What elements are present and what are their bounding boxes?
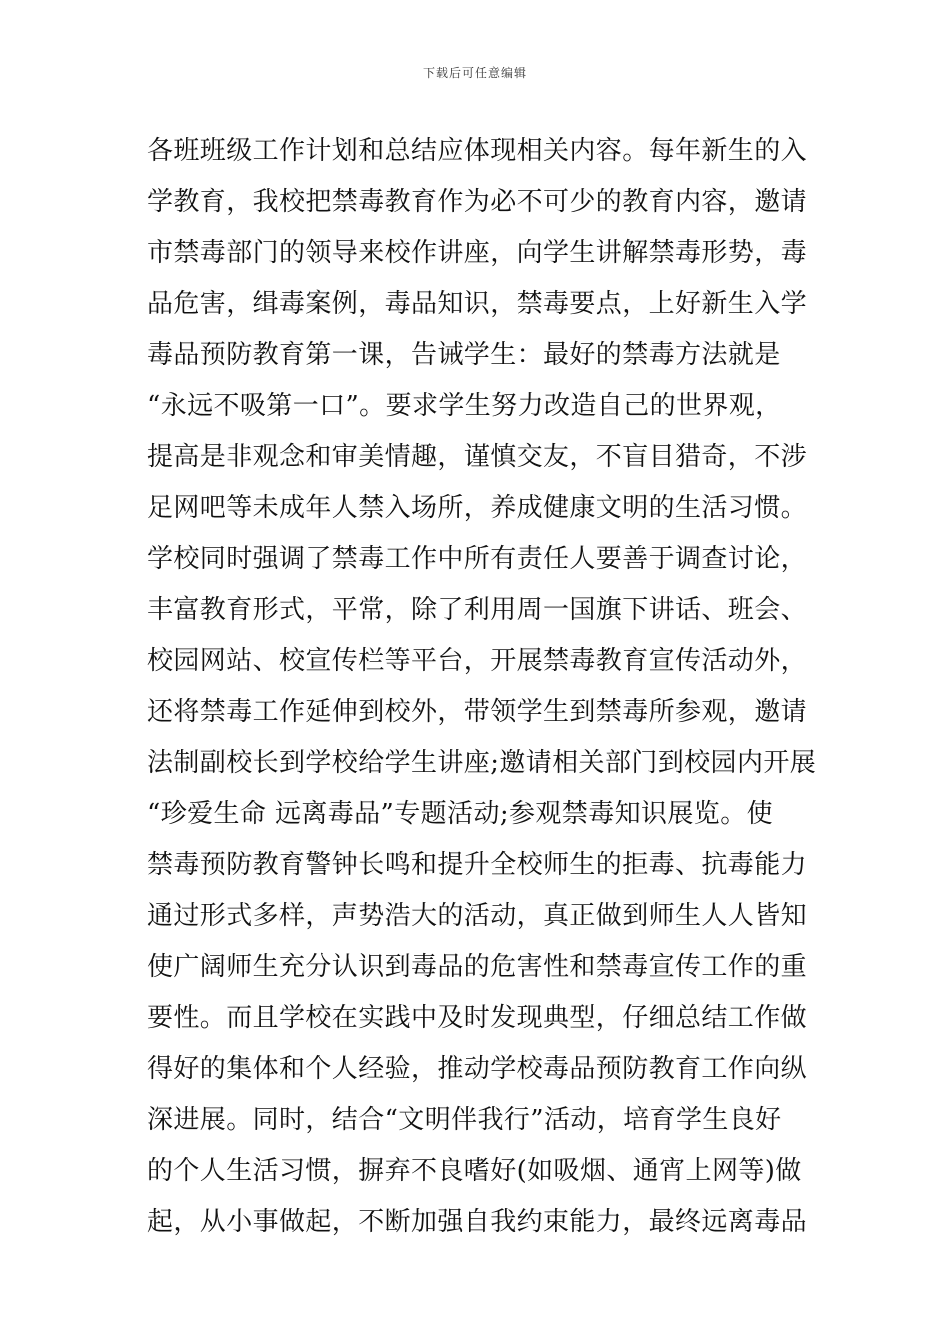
text-line: 法制副校长到学校给学生讲座;邀请相关部门到校园内开展 bbox=[147, 748, 817, 778]
text-line: 足网吧等未成年人禁入场所，养成健康文明的生活习惯。 bbox=[147, 493, 808, 523]
text-line: 学教育，我校把禁毒教育作为必不可少的教育内容，邀请 bbox=[147, 187, 808, 217]
text-line: 的个人生活习惯，摒弃不良嗜好(如吸烟、通宵上网等)做 bbox=[147, 1156, 802, 1186]
text-line: 丰富教育形式，平常，除了利用周一国旗下讲话、班会、 bbox=[147, 595, 808, 625]
text-line: 通过形式多样，声势浩大的活动，真正做到师生人人皆知 bbox=[147, 901, 808, 931]
text-line: “珍爱生命 远离毒品”专题活动;参观禁毒知识展览。使 bbox=[147, 799, 774, 829]
page-header-note: 下载后可任意编辑 bbox=[422, 66, 527, 80]
text-line: “永远不吸第一口”。要求学生努力改造自己的世界观， bbox=[147, 391, 782, 421]
text-line: 品危害，缉毒案例，毒品知识，禁毒要点，上好新生入学 bbox=[147, 289, 808, 319]
text-line: 学校同时强调了禁毒工作中所有责任人要善于调查讨论， bbox=[147, 544, 808, 574]
text-line: 起，从小事做起，不断加强自我约束能力，最终远离毒品 bbox=[147, 1207, 808, 1237]
document-body bbox=[147, 126, 817, 1248]
text-line: 深进展。同时，结合“文明伴我行”活动，培育学生良好 bbox=[147, 1105, 782, 1135]
text-line: 要性。而且学校在实践中及时发现典型，仔细总结工作做 bbox=[147, 1003, 808, 1033]
text-line: 得好的集体和个人经验，推动学校毒品预防教育工作向纵 bbox=[147, 1054, 808, 1084]
text-line: 毒品预防教育第一课，告诫学生：最好的禁毒方法就是 bbox=[147, 340, 781, 370]
text-line: 还将禁毒工作延伸到校外，带领学生到禁毒所参观，邀请 bbox=[147, 697, 808, 727]
text-line: 各班班级工作计划和总结应体现相关内容。每年新生的入 bbox=[147, 136, 808, 166]
text-line: 校园网站、校宣传栏等平台，开展禁毒教育宣传活动外， bbox=[147, 646, 808, 676]
text-line: 使广阔师生充分认识到毒品的危害性和禁毒宣传工作的重 bbox=[147, 952, 808, 982]
text-line: 提高是非观念和审美情趣，谨慎交友，不盲目猎奇，不涉 bbox=[147, 442, 808, 472]
text-line: 市禁毒部门的领导来校作讲座，向学生讲解禁毒形势，毒 bbox=[147, 238, 808, 268]
text-line: 禁毒预防教育警钟长鸣和提升全校师生的拒毒、抗毒能力 bbox=[147, 850, 808, 880]
